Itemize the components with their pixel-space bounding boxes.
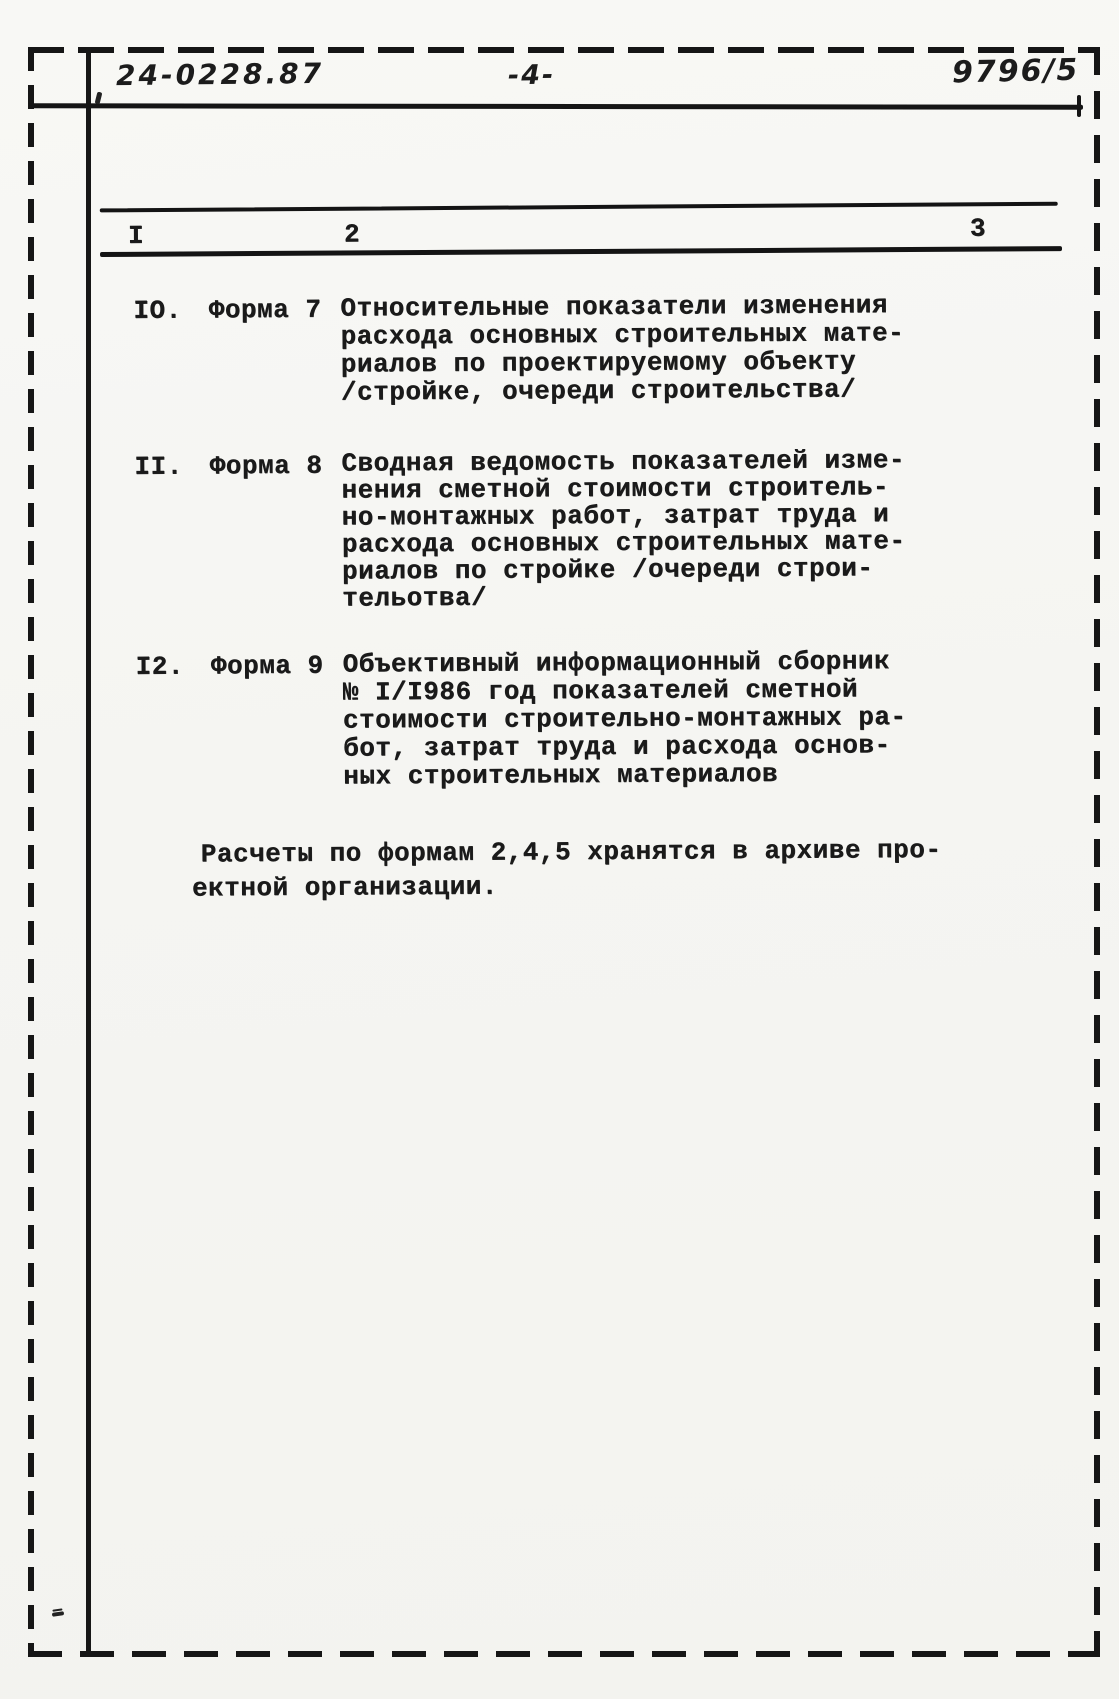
entry-text-line: риалов по проектируемому объекту [340,346,857,380]
header-page-number: -4- [507,59,556,92]
entry-description [340,291,904,406]
entry-text-line: расхода основных строительных мате- [341,526,906,560]
entry-text-line: стоимости строительно-монтажных ра- [342,702,907,736]
entry-text-line: ных строительных материалов [343,758,779,792]
column-header-2: 2 [343,219,361,250]
header-inventory-number: 9796/5 [951,52,1080,91]
entry-text-line: но-монтажных работ, затрат труда и [341,499,890,533]
entry-text-line: Относительные показатели изменения [340,290,888,324]
entry-text-line: Объективный информационный сборник [342,646,891,680]
note-line: Расчеты по формам 2,4,5 хранятся в архиве про- [200,834,942,870]
entry-number: IO. [133,295,182,326]
entry-description [341,447,906,612]
entry-text-line: /стройке, очереди строительства/ [340,374,857,408]
table-row-form-8 [134,445,906,614]
table-row-form-9 [135,646,907,792]
entry-number: I2. [135,651,184,682]
entry-description [342,647,906,790]
column-header-1: I [127,220,145,251]
table-rule-bottom [100,246,1062,257]
archive-note [192,833,942,906]
entry-form-label: Форма 7 [208,294,322,326]
entry-text-line: риалов по стройке /очереди строи- [341,553,874,587]
column-header-3: 3 [969,213,987,244]
entry-form-label: Форма 8 [209,450,323,482]
entry-heading [135,651,323,682]
entry-number: II. [134,451,183,482]
note-line: ектной организации. [191,871,498,904]
entry-text-line: тельотва/ [342,582,488,614]
table-rule-top [100,202,1058,213]
entry-text-line: нения сметной стоимости строитель- [341,472,890,506]
entry-text-line: Сводная ведомость показателей изме- [341,445,905,479]
entry-form-label: Форма 9 [210,650,324,682]
entry-heading [133,295,321,326]
entry-text-line: расхода основных строительных мате- [340,318,905,352]
header-doc-number: 24-0228.87 [115,56,325,93]
table-row-form-7 [133,290,905,408]
entry-text-line: бот, затрат труда и расхода основ- [342,730,891,764]
entry-heading [134,451,322,482]
entry-text-line: № I/I986 год показателей сметной [342,674,859,708]
